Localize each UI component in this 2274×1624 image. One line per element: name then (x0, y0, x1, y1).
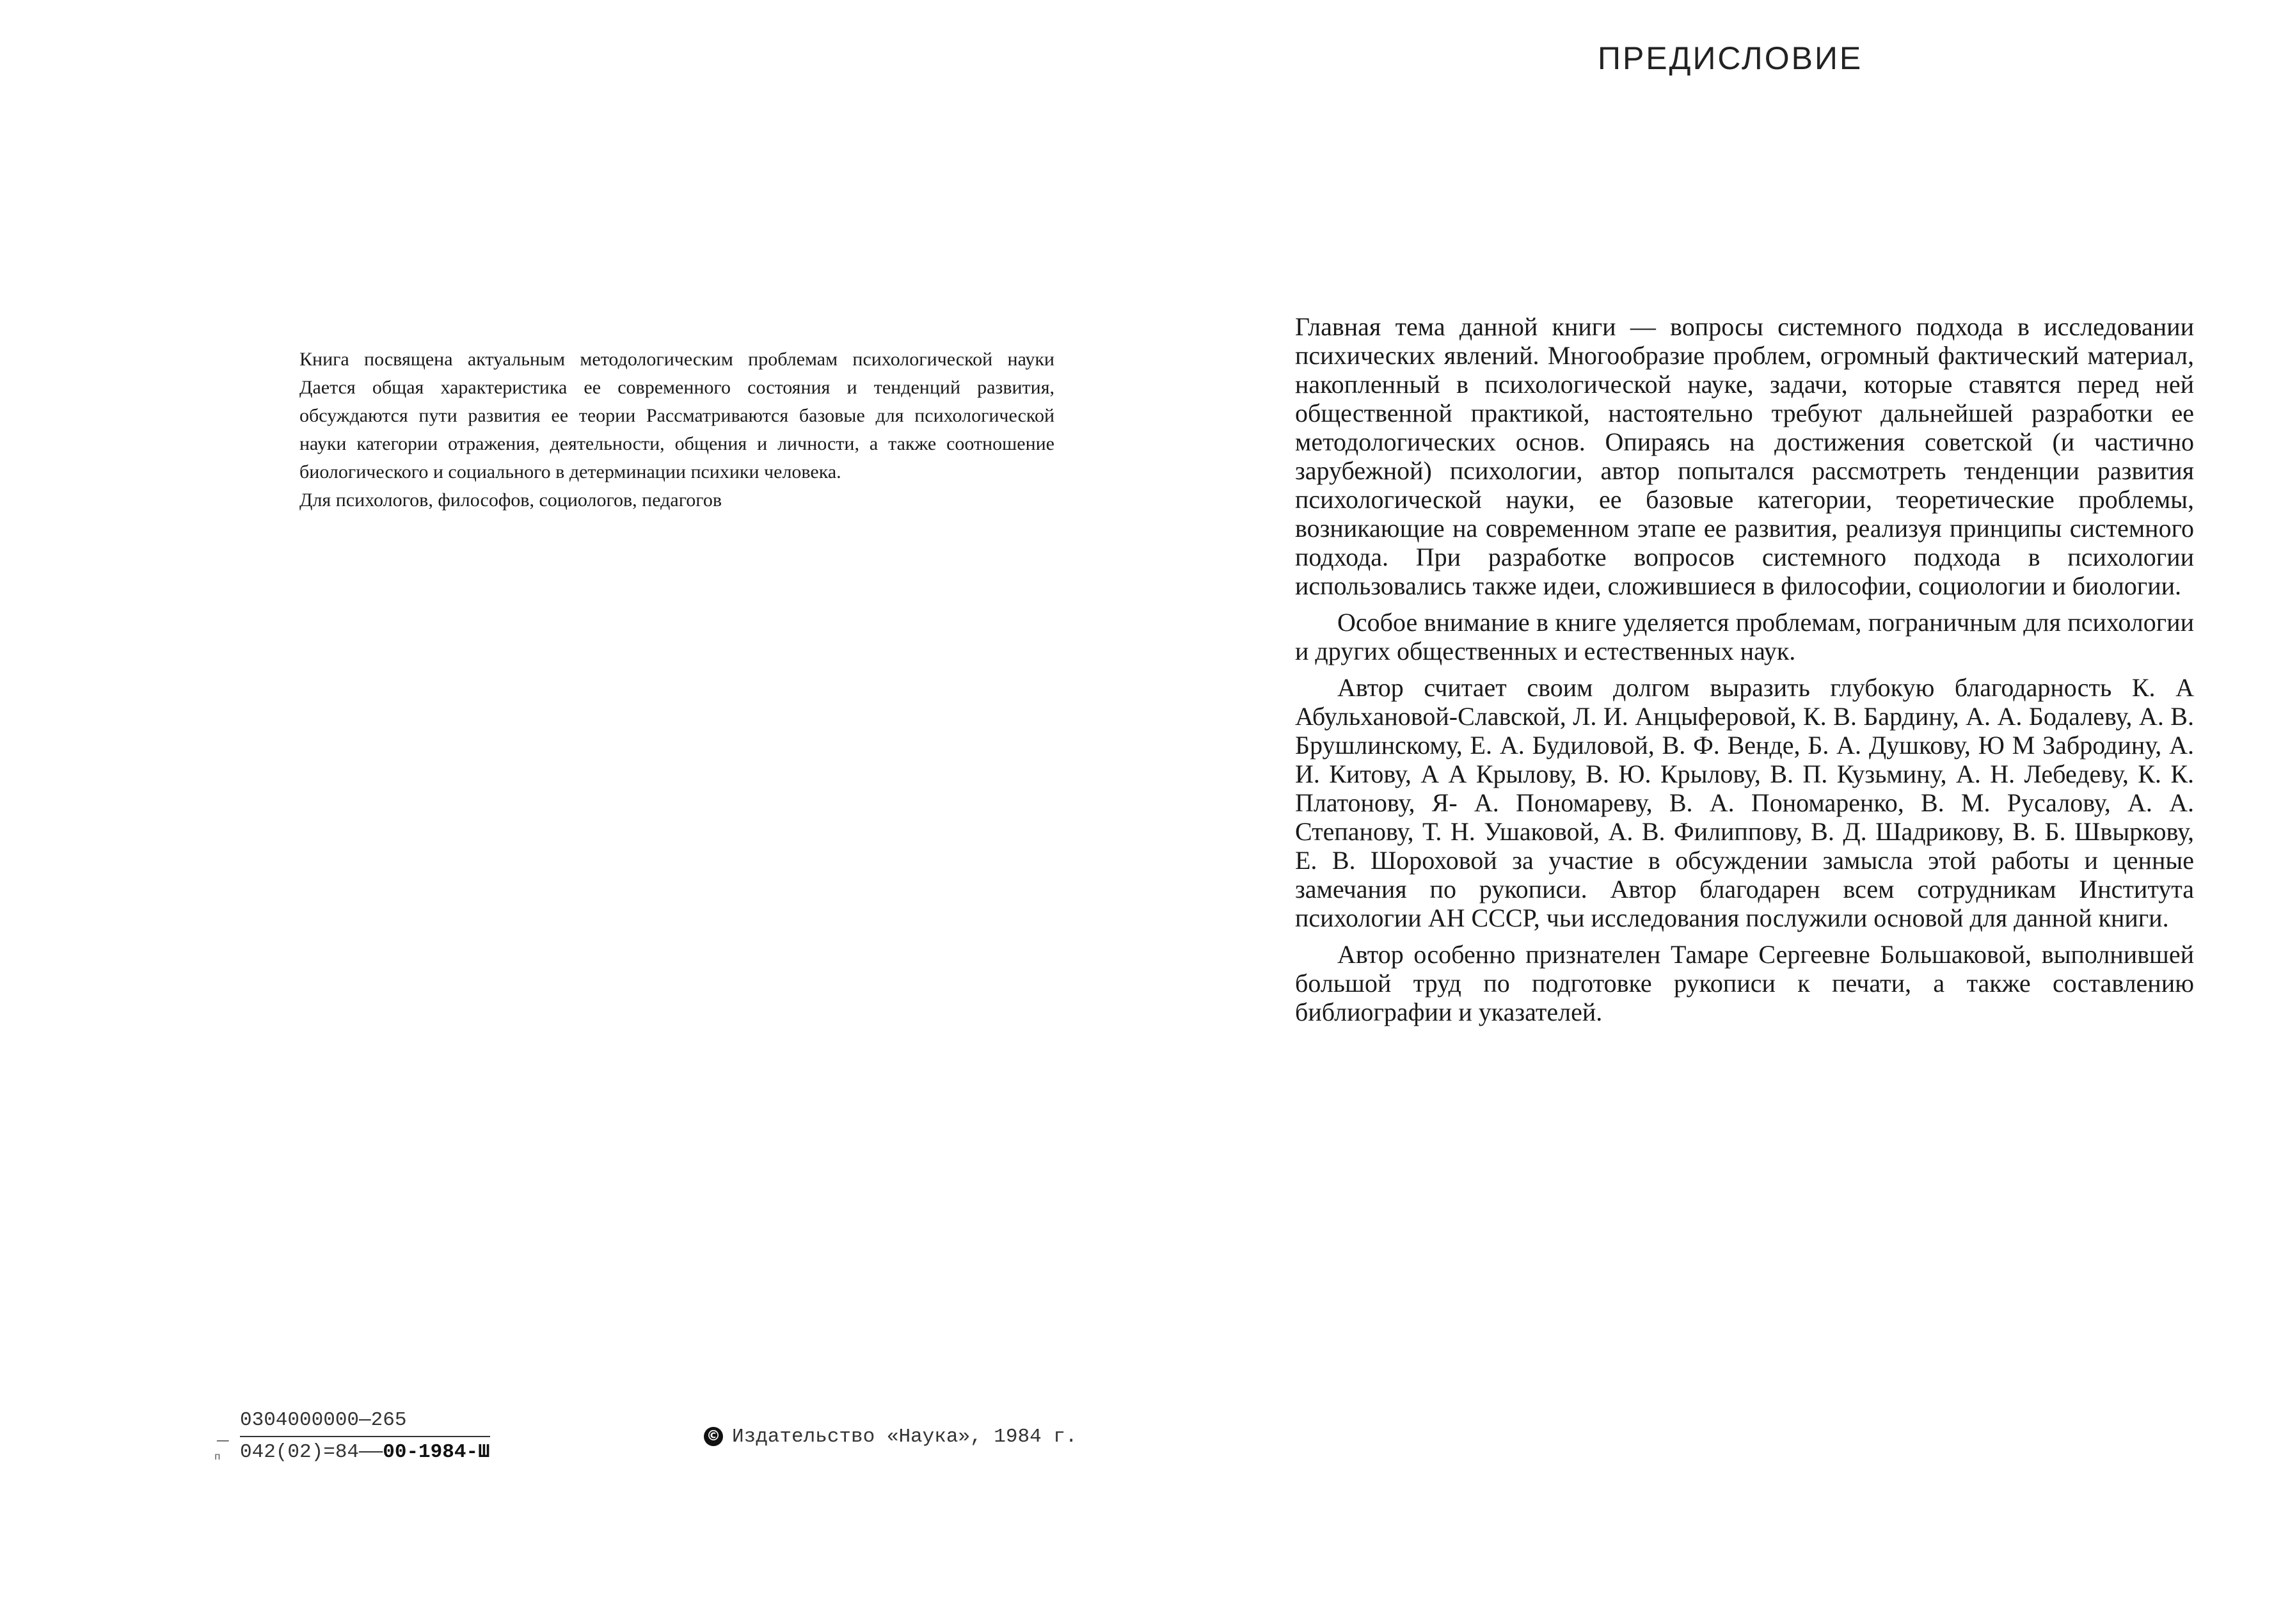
imprint-dash: _ (217, 1423, 229, 1445)
copyright-icon: © (704, 1427, 723, 1446)
imprint-fraction (214, 1408, 490, 1465)
preface-paragraph-3: Автор считает своим долгом выразить глубокую благодарность К. А Абульхановой-Славской, Л. И. Анцыферовой, К. В. Бардину, А. А. Бодалеву, А. В. Брушлинскому, Е. А. Будиловой, В. Ф. Венде, Б. А. Душкову, Ю М Забродину, А. И. Китову, А А Крылову, В. Ю. Крылову, В. П. Кузьмину, А. Н. Лебедеву, К. К. Платонову, Я- А. Пономареву, В. А. Пономаренко, В. М. Русалову, А. А. Степанову, Т. Н. Ушаковой, А. В. Филиппову, В. Д. Шадрикову, В. Б. Швыркову, Е. В. Шороховой за участие в обсуждении замысла этой работы и ценные замечания по рукописи. Автор благодарен всем сотрудникам Института психологии АН СССР, чьи исследования послужили основой для данной книги. (1295, 673, 2194, 932)
preface-paragraph-4: Автор особенно признателен Тамаре Сергеевне Большаковой, выполнившей большой труд по подготовке рукописи к печати, а также составлению библиографии и указателей. (1295, 940, 2194, 1026)
annotation-audience: Для психологов, философов, социологов, педагогов (299, 490, 722, 511)
imprint-denominator-line (240, 1437, 490, 1465)
preface-paragraph-1: Главная тема данной книги — вопросы системного подхода в исследовании психических явлений. Многообразие проблем, огромный фактический материал, накопленный в психологической науке, задачи, которые ставятся перед ней общественной практикой, настоятельно требуют дальнейшей разработки ее методологических основ. Опираясь на достижения советской (и частично зарубежной) психологии, автор попытался рассмотреть тенденции развития психологической науки, ее базовые категории, теоретические проблемы, возникающие на современном этапе ее развития, реализуя принципы системного подхода. При разработке вопросов системного подхода в психологии использовались также идеи, сложившиеся в философии, социологии и биологии. (1295, 312, 2194, 600)
annotation-paragraph: Книга посвящена актуальным методологическим проблемам психологической науки Дается общая характеристика ее современного состояния и тенденций развития, обсуждаются пути развития ее теории Рассматриваются базовые для психологической науки категории отражения, деятельности, общения и личности, а также соотношение биологического и социального в детерминации психики человека. (299, 349, 1054, 482)
imprint-letter: п (214, 1451, 221, 1463)
right-page (1137, 0, 2274, 1624)
preface-paragraph-2: Особое внимание в книге уделяется проблемам, пограничным для психологии и других общественных и естественных наук. (1295, 608, 2194, 665)
imprint-code (214, 1408, 490, 1465)
imprint-denominator: 042(02)=84—— (240, 1441, 383, 1463)
copyright-line (704, 1426, 1077, 1448)
imprint-numerator: 0304000000—265 (240, 1408, 490, 1437)
preface-body (1295, 312, 2194, 1034)
imprint-code-bold: 00-1984-Ш (383, 1441, 490, 1463)
page-title: ПРЕДИСЛОВИЕ (1598, 40, 1863, 76)
book-annotation (299, 346, 1054, 514)
copyright-text: Издательство «Наука», 1984 г. (732, 1426, 1077, 1448)
